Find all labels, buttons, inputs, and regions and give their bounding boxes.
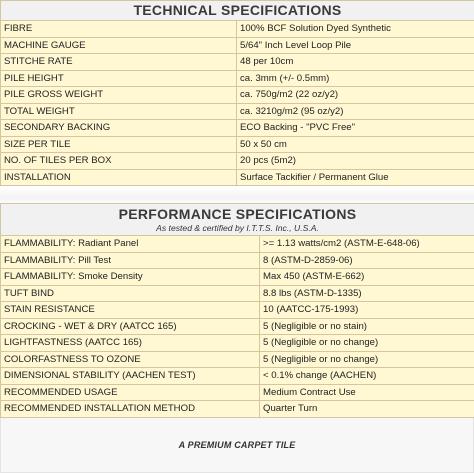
spec-label: DIMENSIONAL STABILITY (AACHEN TEST) xyxy=(1,368,260,385)
spec-label: FIBRE xyxy=(1,21,237,38)
table-row xyxy=(1,87,474,104)
performance-spec-table xyxy=(0,203,474,418)
table-row xyxy=(1,252,474,269)
spec-value: 48 per 10cm xyxy=(237,54,474,71)
technical-title: TECHNICAL SPECIFICATIONS xyxy=(133,2,342,18)
spec-label: RECOMMENDED USAGE xyxy=(1,384,260,401)
spec-label: LIGHTFASTNESS (AATCC 165) xyxy=(1,335,260,352)
table-row xyxy=(1,136,474,153)
spec-value: 5 (Negligible or no stain) xyxy=(260,318,474,335)
spec-label: STAIN RESISTANCE xyxy=(1,302,260,319)
spec-value: ca. 750g/m2 (22 oz/y2) xyxy=(237,87,474,104)
spec-label: FLAMMABILITY: Radiant Panel xyxy=(1,236,260,253)
performance-title: PERFORMANCE SPECIFICATIONS xyxy=(118,205,357,222)
spec-value: Surface Tackifier / Permanent Glue xyxy=(237,169,474,186)
table-row xyxy=(1,21,474,38)
technical-spec-table xyxy=(0,0,474,186)
performance-subtitle: As tested & certified by I.T.T.S. Inc., U.S.A. xyxy=(156,222,319,233)
spec-label: INSTALLATION xyxy=(1,169,237,186)
spec-label: STITCHE RATE xyxy=(1,54,237,71)
spec-value: Max 450 (ASTM-E-662) xyxy=(260,269,474,286)
table-row xyxy=(1,335,474,352)
spec-label: NO. OF TILES PER BOX xyxy=(1,153,237,170)
technical-header-cell xyxy=(1,1,474,21)
spec-value: ECO Backing - "PVC Free" xyxy=(237,120,474,137)
spec-value: 8.8 lbs (ASTM-D-1335) xyxy=(260,285,474,302)
table-row xyxy=(1,54,474,71)
table-row xyxy=(1,70,474,87)
table-row xyxy=(1,318,474,335)
spec-label: PILE HEIGHT xyxy=(1,70,237,87)
spec-label: MACHINE GAUGE xyxy=(1,37,237,54)
spec-label: FLAMMABILITY: Smoke Density xyxy=(1,269,260,286)
spec-label: RECOMMENDED INSTALLATION METHOD xyxy=(1,401,260,418)
spec-value: < 0.1% change (AACHEN) xyxy=(260,368,474,385)
spec-value: ca. 3210g/m2 (95 oz/y2) xyxy=(237,103,474,120)
table-row xyxy=(1,401,474,418)
table-row xyxy=(1,269,474,286)
spec-label: TOTAL WEIGHT xyxy=(1,103,237,120)
spec-label: SECONDARY BACKING xyxy=(1,120,237,137)
spec-value: 100% BCF Solution Dyed Synthetic xyxy=(237,21,474,38)
spec-label: SIZE PER TILE xyxy=(1,136,237,153)
table-row xyxy=(1,153,474,170)
spec-value: 5 (Negligible or no change) xyxy=(260,335,474,352)
table-row xyxy=(1,120,474,137)
spec-value: 10 (AATCC-175-1993) xyxy=(260,302,474,319)
table-row xyxy=(1,37,474,54)
spec-value: 20 pcs (5m2) xyxy=(237,153,474,170)
spec-label: CROCKING - WET & DRY (AATCC 165) xyxy=(1,318,260,335)
spec-label: PILE GROSS WEIGHT xyxy=(1,87,237,104)
performance-header-row xyxy=(1,204,474,236)
technical-header-row xyxy=(1,1,474,21)
spec-value: >= 1.13 watts/cm2 (ASTM-E-648-06) xyxy=(260,236,474,253)
spec-label: TUFT BIND xyxy=(1,285,260,302)
table-row xyxy=(1,384,474,401)
spec-value: 8 (ASTM-D-2859-06) xyxy=(260,252,474,269)
footer xyxy=(0,418,474,473)
spec-value: ca. 3mm (+/- 0.5mm) xyxy=(237,70,474,87)
spec-value: Quarter Turn xyxy=(260,401,474,418)
spec-label: FLAMMABILITY: Pill Test xyxy=(1,252,260,269)
table-row xyxy=(1,368,474,385)
spec-value: 5 (Negligible or no change) xyxy=(260,351,474,368)
performance-header-cell xyxy=(1,204,474,236)
table-row xyxy=(1,169,474,186)
table-row xyxy=(1,236,474,253)
spec-label: COLORFASTNESS TO OZONE xyxy=(1,351,260,368)
footer-tagline: A PREMIUM CARPET TILE xyxy=(178,440,296,450)
table-row xyxy=(1,351,474,368)
spec-value: 5/64" Inch Level Loop Pile xyxy=(237,37,474,54)
table-row xyxy=(1,302,474,319)
spec-value: 50 x 50 cm xyxy=(237,136,474,153)
table-row xyxy=(1,285,474,302)
spec-value: Medium Contract Use xyxy=(260,384,474,401)
table-row xyxy=(1,103,474,120)
